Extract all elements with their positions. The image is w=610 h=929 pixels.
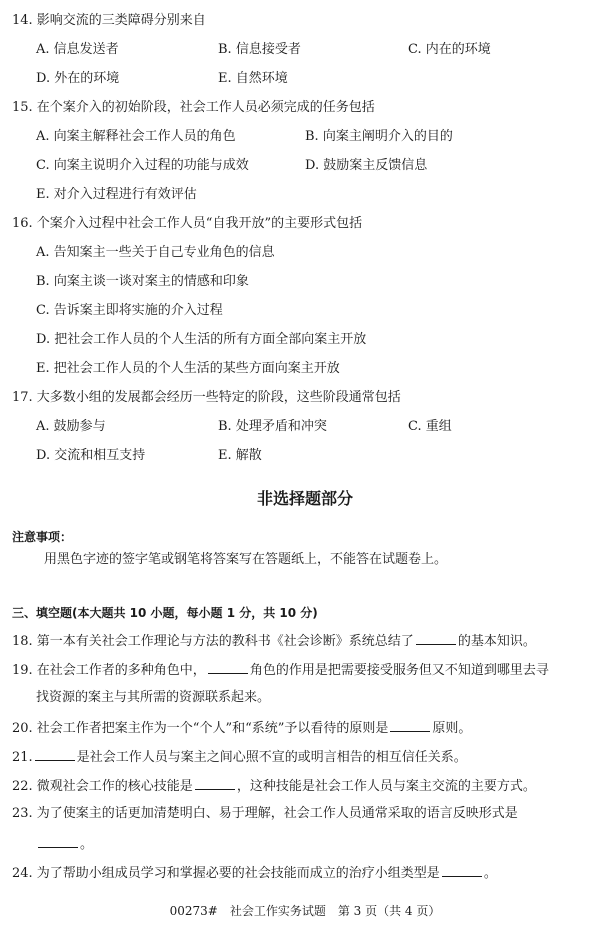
question-17-stem: 17. 大多数小组的发展都会经历一些特定的阶段，这些阶段通常包括 (12, 390, 401, 405)
q21-before: 21. (12, 750, 33, 765)
q16-option-e: E. 把社会工作人员的个人生活的某些方面向案主开放 (36, 361, 340, 376)
q16-option-b: B. 向案主谈一谈对案主的情感和印象 (36, 274, 249, 289)
q18-before: 18. 第一本有关社会工作理论与方法的教科书《社会诊断》系统总结了 (12, 634, 414, 649)
q17-option-d: D. 交流和相互支持 (36, 448, 146, 463)
q15-option-d: D. 鼓励案主反馈信息 (305, 158, 428, 173)
q15-option-a: A. 向案主解释社会工作人员的角色 (36, 129, 236, 144)
q14-option-b: B. 信息接受者 (218, 42, 301, 57)
q17-option-e: E. 解散 (218, 448, 262, 463)
question-19 (12, 661, 549, 679)
question-22 (12, 777, 536, 795)
q16-option-d: D. 把社会工作人员的个人生活的所有方面全部向案主开放 (36, 332, 367, 347)
q17-option-c: C. 重组 (408, 419, 452, 434)
q18-after: 的基本知识。 (457, 634, 536, 649)
q16-option-a: A. 告知案主一些关于自己专业角色的信息 (36, 245, 275, 260)
q18-blank (416, 632, 456, 645)
q21-after: 是社会工作人员与案主之间心照不宣的或明言相告的相互信任关系。 (76, 750, 467, 765)
q15-option-e: E. 对介入过程进行有效评估 (36, 187, 197, 202)
q22-blank (195, 777, 235, 790)
q17-option-b: B. 处理矛盾和冲突 (218, 419, 327, 434)
notice-text: 用黑色字迹的签字笔或钢笔将答案写在答题纸上，不能答在试题卷上。 (44, 552, 448, 567)
q23-after: 。 (80, 837, 94, 852)
question-16-stem: 16. 个案介入过程中社会工作人员“自我开放”的主要形式包括 (12, 216, 363, 231)
q19-line2: 找资源的案主与其所需的资源联系起来。 (36, 690, 271, 705)
question-24 (12, 864, 497, 882)
q14-option-a: A. 信息发送者 (36, 42, 119, 57)
q19-blank (208, 661, 248, 674)
q15-option-b: B. 向案主阐明介入的目的 (305, 129, 453, 144)
page-footer: 00273# 社会工作实务试题 第 3 页（共 4 页） (169, 904, 441, 918)
question-23: 23. 为了使案主的话更加清楚明白、易于理解，社会工作人员通常采取的语言反映形式是 (12, 806, 518, 821)
fill-section-heading: 三、填空题(本大题共 10 小题，每小题 1 分，共 10 分) (12, 606, 318, 620)
question-15-stem: 15. 在个案介入的初始阶段，社会工作人员必须完成的任务包括 (12, 100, 375, 115)
q19-after: 角色的作用是把需要接受服务但又不知道到哪里去寻 (249, 663, 549, 678)
q24-blank (442, 864, 482, 877)
q19-before: 19. 在社会工作者的多种角色中， (12, 663, 206, 678)
q20-blank (390, 719, 430, 732)
q17-option-a: A. 鼓励参与 (36, 419, 106, 434)
q14-option-c: C. 内在的环境 (408, 42, 491, 57)
question-14-stem: 14. 影响交流的三类障碍分别来自 (12, 13, 206, 28)
q22-before: 22. 微观社会工作的核心技能是 (12, 779, 193, 794)
q23-line2 (36, 835, 93, 853)
section-title: 非选择题部分 (256, 489, 353, 508)
q20-before: 20. 社会工作者把案主作为一个“个人”和“系统”予以看待的原则是 (12, 721, 389, 736)
q20-after: 原则。 (432, 721, 472, 736)
q15-option-c: C. 向案主说明介入过程的功能与成效 (36, 158, 249, 173)
q14-option-d: D. 外在的环境 (36, 71, 120, 86)
q24-before: 24. 为了帮助小组成员学习和掌握必要的社会技能而成立的治疗小组类型是 (12, 866, 440, 881)
q14-option-e: E. 自然环境 (218, 71, 288, 86)
q23-blank (38, 835, 78, 848)
q22-after: ，这种技能是社会工作人员与案主交流的主要方式。 (236, 779, 536, 794)
question-18 (12, 632, 536, 650)
q16-option-c: C. 告诉案主即将实施的介入过程 (36, 303, 223, 318)
notice-heading: 注意事项： (12, 530, 73, 544)
question-21 (12, 748, 467, 766)
q21-blank (35, 748, 75, 761)
question-20 (12, 719, 471, 737)
q24-after: 。 (483, 866, 497, 881)
